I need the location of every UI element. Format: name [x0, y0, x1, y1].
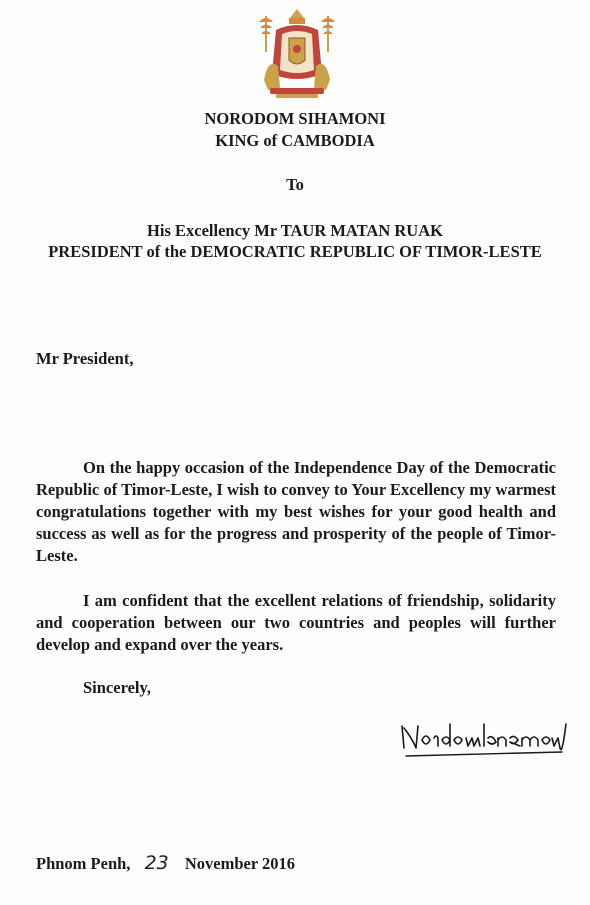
sender-title: KING of CAMBODIA — [215, 131, 375, 150]
place-and-date — [36, 852, 295, 874]
royal-coat-of-arms-icon — [256, 8, 338, 100]
month-year: November 2016 — [184, 854, 296, 873]
closing: Sincerely, — [83, 678, 151, 697]
body-paragraph: I am confident that the excellent relations of friendship, solidarity and cooperation between our two countries and peoples will further develop and expand over the years. — [36, 591, 556, 654]
handwritten-signature — [398, 712, 568, 760]
body-paragraph: On the happy occasion of the Independence Day of the Democratic Republic of Timor-Leste, I wish to convey to Your Excellency my warmest congratulations together with my best wishes for your good health and success as well as for the progress and prosperity of the people of Timor-Leste. — [36, 458, 556, 565]
recipient-name: His Excellency Mr TAUR MATAN RUAK — [147, 221, 443, 240]
to-label: To — [286, 175, 304, 194]
sender-name: NORODOM SIHAMONI — [204, 109, 386, 128]
salutation: Mr President, — [36, 349, 134, 368]
recipient-title: PRESIDENT of the DEMOCRATIC REPUBLIC OF TIMOR-LESTE — [48, 242, 542, 261]
handwritten-day: 23 — [144, 852, 169, 874]
place: Phnom Penh, — [36, 854, 131, 873]
